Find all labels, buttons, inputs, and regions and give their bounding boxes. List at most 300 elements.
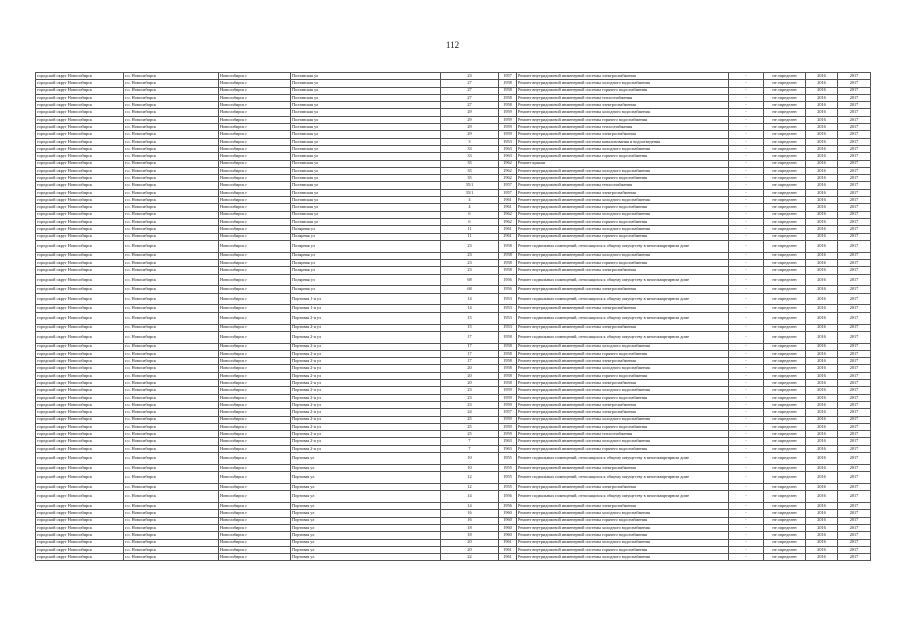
street-cell: Полтавская ул xyxy=(291,94,441,101)
settlement-cell: г.о. Новосибирск xyxy=(124,138,219,145)
build-year-cell: 1958 xyxy=(499,267,517,274)
work-type-cell: Ремонт внутридомовой инженерной системы холодного водоснабжения xyxy=(517,80,729,87)
period-start-cell: 2016 xyxy=(806,131,838,138)
city-cell: Новосибирск г xyxy=(219,109,291,116)
table-row xyxy=(36,233,871,240)
street-cell: Полтавская ул xyxy=(291,73,441,80)
build-year-cell: 1962 xyxy=(499,167,517,174)
house-number-cell: 23 xyxy=(441,387,499,394)
period-end-cell: 2017 xyxy=(838,431,871,438)
city-cell: Новосибирск г xyxy=(219,453,291,465)
city-cell: Новосибирск г xyxy=(219,491,291,503)
dash-cell: - xyxy=(729,416,764,423)
table-row xyxy=(36,80,871,87)
street-cell: Портовая ул xyxy=(291,491,441,503)
house-number-cell: 7 xyxy=(441,438,499,445)
table-row xyxy=(36,145,871,152)
cost-cell: не определен xyxy=(764,524,806,531)
municipality-cell: городской округ Новосибирск xyxy=(36,259,124,266)
street-cell: Полтавская ул xyxy=(291,218,441,225)
period-start-cell: 2016 xyxy=(806,532,838,539)
settlement-cell: г.о. Новосибирск xyxy=(124,517,219,524)
settlement-cell: г.о. Новосибирск xyxy=(124,372,219,379)
table-row xyxy=(36,491,871,503)
settlement-cell: г.о. Новосибирск xyxy=(124,387,219,394)
build-year-cell: 1960 xyxy=(499,524,517,531)
table-row xyxy=(36,211,871,218)
city-cell: Новосибирск г xyxy=(219,252,291,259)
dash-cell: - xyxy=(729,503,764,510)
cost-cell: не определен xyxy=(764,116,806,123)
period-end-cell: 2017 xyxy=(838,145,871,152)
city-cell: Новосибирск г xyxy=(219,293,291,305)
build-year-cell: 1958 xyxy=(499,343,517,350)
table-row xyxy=(36,116,871,123)
cost-cell: не определен xyxy=(764,350,806,357)
period-end-cell: 2017 xyxy=(838,532,871,539)
build-year-cell: 1955 xyxy=(499,483,517,490)
house-number-cell: 20 xyxy=(441,380,499,387)
street-cell: Портовая ул xyxy=(291,472,441,484)
period-start-cell: 2016 xyxy=(806,286,838,293)
period-end-cell: 2017 xyxy=(838,517,871,524)
city-cell: Новосибирск г xyxy=(219,324,291,331)
period-start-cell: 2016 xyxy=(806,94,838,101)
house-number-cell: 22 xyxy=(441,554,499,561)
dash-cell: - xyxy=(729,153,764,160)
table-row xyxy=(36,94,871,101)
work-type-cell: Ремонт подвальных помещений, относящихся к общему имуществу в многоквартирном доме xyxy=(517,491,729,503)
municipality-cell: городской округ Новосибирск xyxy=(36,175,124,182)
settlement-cell: г.о. Новосибирск xyxy=(124,259,219,266)
work-type-cell: Ремонт внутридомовой инженерной системы холодного водоснабжения xyxy=(517,109,729,116)
city-cell: Новосибирск г xyxy=(219,167,291,174)
period-start-cell: 2016 xyxy=(806,252,838,259)
city-cell: Новосибирск г xyxy=(219,387,291,394)
build-year-cell: 1961 xyxy=(499,546,517,553)
settlement-cell: г.о. Новосибирск xyxy=(124,274,219,286)
cost-cell: не определен xyxy=(764,331,806,343)
period-start-cell: 2016 xyxy=(806,305,838,312)
work-type-cell: Ремонт внутридомовой инженерной системы горячего водоснабжения xyxy=(517,233,729,240)
build-year-cell: 1959 xyxy=(499,387,517,394)
cost-cell: не определен xyxy=(764,401,806,408)
work-type-cell: Ремонт внутридомовой инженерной системы горячего водоснабжения xyxy=(517,350,729,357)
municipality-cell: городской округ Новосибирск xyxy=(36,401,124,408)
city-cell: Новосибирск г xyxy=(219,175,291,182)
settlement-cell: г.о. Новосибирск xyxy=(124,416,219,423)
table-row xyxy=(36,102,871,109)
period-start-cell: 2016 xyxy=(806,365,838,372)
municipality-cell: городской округ Новосибирск xyxy=(36,94,124,101)
period-start-cell: 2016 xyxy=(806,267,838,274)
build-year-cell: 1955 xyxy=(499,472,517,484)
cost-cell: не определен xyxy=(764,259,806,266)
dash-cell: - xyxy=(729,539,764,546)
street-cell: Полтавская ул xyxy=(291,80,441,87)
period-end-cell: 2017 xyxy=(838,387,871,394)
cost-cell: не определен xyxy=(764,445,806,452)
street-cell: Портовая 2-я ул xyxy=(291,380,441,387)
table-row xyxy=(36,197,871,204)
municipality-cell: городской округ Новосибирск xyxy=(36,387,124,394)
municipality-cell: городской округ Новосибирск xyxy=(36,80,124,87)
city-cell: Новосибирск г xyxy=(219,80,291,87)
period-end-cell: 2017 xyxy=(838,197,871,204)
city-cell: Новосибирск г xyxy=(219,409,291,416)
work-type-cell: Ремонт внутридомовой инженерной системы горячего водоснабжения xyxy=(517,116,729,123)
period-end-cell: 2017 xyxy=(838,233,871,240)
build-year-cell: 1955 xyxy=(499,464,517,471)
table-row xyxy=(36,380,871,387)
cost-cell: не определен xyxy=(764,546,806,553)
period-start-cell: 2016 xyxy=(806,218,838,225)
municipality-cell: городской округ Новосибирск xyxy=(36,160,124,167)
work-type-cell: Ремонт подвальных помещений, относящихся к общему имуществу в многоквартирном доме xyxy=(517,240,729,252)
build-year-cell: 1957 xyxy=(499,189,517,196)
municipality-cell: городской округ Новосибирск xyxy=(36,483,124,490)
dash-cell: - xyxy=(729,380,764,387)
house-number-cell: 12 xyxy=(441,472,499,484)
dash-cell: - xyxy=(729,80,764,87)
city-cell: Новосибирск г xyxy=(219,445,291,452)
table-row xyxy=(36,182,871,189)
street-cell: Полярная ул xyxy=(291,267,441,274)
street-cell: Портовая ул xyxy=(291,517,441,524)
house-number-cell: 14 xyxy=(441,491,499,503)
period-start-cell: 2016 xyxy=(806,387,838,394)
build-year-cell: 1958 xyxy=(499,331,517,343)
period-end-cell: 2017 xyxy=(838,160,871,167)
street-cell: Полтавская ул xyxy=(291,189,441,196)
house-number-cell: 23 xyxy=(441,401,499,408)
municipality-cell: городской округ Новосибирск xyxy=(36,240,124,252)
municipality-cell: городской округ Новосибирск xyxy=(36,416,124,423)
dash-cell: - xyxy=(729,94,764,101)
municipality-cell: городской округ Новосибирск xyxy=(36,167,124,174)
period-end-cell: 2017 xyxy=(838,87,871,94)
period-end-cell: 2017 xyxy=(838,358,871,365)
settlement-cell: г.о. Новосибирск xyxy=(124,472,219,484)
period-start-cell: 2016 xyxy=(806,546,838,553)
house-number-cell: 25 xyxy=(441,431,499,438)
period-end-cell: 2017 xyxy=(838,94,871,101)
cost-cell: не определен xyxy=(764,124,806,131)
city-cell: Новосибирск г xyxy=(219,211,291,218)
cost-cell: не определен xyxy=(764,453,806,465)
period-start-cell: 2016 xyxy=(806,491,838,503)
city-cell: Новосибирск г xyxy=(219,350,291,357)
dash-cell: - xyxy=(729,312,764,324)
settlement-cell: г.о. Новосибирск xyxy=(124,87,219,94)
street-cell: Полярная ул xyxy=(291,259,441,266)
period-start-cell: 2016 xyxy=(806,331,838,343)
period-end-cell: 2017 xyxy=(838,510,871,517)
cost-cell: не определен xyxy=(764,204,806,211)
dash-cell: - xyxy=(729,409,764,416)
period-end-cell: 2017 xyxy=(838,167,871,174)
settlement-cell: г.о. Новосибирск xyxy=(124,218,219,225)
period-start-cell: 2016 xyxy=(806,87,838,94)
cost-cell: не определен xyxy=(764,109,806,116)
build-year-cell: 1953 xyxy=(499,293,517,305)
city-cell: Новосибирск г xyxy=(219,102,291,109)
settlement-cell: г.о. Новосибирск xyxy=(124,464,219,471)
street-cell: Портовая 2-я ул xyxy=(291,401,441,408)
dash-cell: - xyxy=(729,343,764,350)
period-start-cell: 2016 xyxy=(806,453,838,465)
cost-cell: не определен xyxy=(764,189,806,196)
municipality-cell: городской округ Новосибирск xyxy=(36,517,124,524)
street-cell: Портовая ул xyxy=(291,554,441,561)
period-start-cell: 2016 xyxy=(806,102,838,109)
settlement-cell: г.о. Новосибирск xyxy=(124,445,219,452)
house-number-cell: 20 xyxy=(441,372,499,379)
street-cell: Полярная ул xyxy=(291,226,441,233)
settlement-cell: г.о. Новосибирск xyxy=(124,131,219,138)
house-number-cell: 29 xyxy=(441,131,499,138)
municipality-cell: городской округ Новосибирск xyxy=(36,267,124,274)
cost-cell: не определен xyxy=(764,358,806,365)
house-number-cell: 25 xyxy=(441,416,499,423)
period-end-cell: 2017 xyxy=(838,554,871,561)
house-number-cell: 27 xyxy=(441,102,499,109)
settlement-cell: г.о. Новосибирск xyxy=(124,503,219,510)
build-year-cell: 1961 xyxy=(499,539,517,546)
house-number-cell: 68 xyxy=(441,286,499,293)
period-start-cell: 2016 xyxy=(806,153,838,160)
work-type-cell: Ремонт внутридомовой инженерной системы холодного водоснабжения xyxy=(517,524,729,531)
dash-cell: - xyxy=(729,358,764,365)
period-end-cell: 2017 xyxy=(838,73,871,80)
dash-cell: - xyxy=(729,532,764,539)
municipality-cell: городской округ Новосибирск xyxy=(36,218,124,225)
work-type-cell: Ремонт внутридомовой инженерной системы горячего водоснабжения xyxy=(517,394,729,401)
dash-cell: - xyxy=(729,365,764,372)
build-year-cell: 1961 xyxy=(499,204,517,211)
dash-cell: - xyxy=(729,510,764,517)
dash-cell: - xyxy=(729,197,764,204)
municipality-cell: городской округ Новосибирск xyxy=(36,153,124,160)
period-start-cell: 2016 xyxy=(806,394,838,401)
table-row xyxy=(36,453,871,465)
settlement-cell: г.о. Новосибирск xyxy=(124,175,219,182)
city-cell: Новосибирск г xyxy=(219,312,291,324)
house-number-cell: 17 xyxy=(441,331,499,343)
dash-cell: - xyxy=(729,252,764,259)
settlement-cell: г.о. Новосибирск xyxy=(124,252,219,259)
municipality-cell: городской округ Новосибирск xyxy=(36,491,124,503)
settlement-cell: г.о. Новосибирск xyxy=(124,431,219,438)
work-type-cell: Ремонт внутридомовой инженерной системы электроснабжения xyxy=(517,189,729,196)
cost-cell: не определен xyxy=(764,274,806,286)
street-cell: Портовая ул xyxy=(291,510,441,517)
work-type-cell: Ремонт внутридомовой инженерной системы холодного водоснабжения xyxy=(517,438,729,445)
municipality-cell: городской округ Новосибирск xyxy=(36,102,124,109)
settlement-cell: г.о. Новосибирск xyxy=(124,182,219,189)
settlement-cell: г.о. Новосибирск xyxy=(124,358,219,365)
period-end-cell: 2017 xyxy=(838,472,871,484)
cost-cell: не определен xyxy=(764,175,806,182)
city-cell: Новосибирск г xyxy=(219,416,291,423)
table-row xyxy=(36,483,871,490)
cost-cell: не определен xyxy=(764,252,806,259)
period-end-cell: 2017 xyxy=(838,394,871,401)
street-cell: Портовая 2-я ул xyxy=(291,409,441,416)
street-cell: Полтавская ул xyxy=(291,131,441,138)
cost-cell: не определен xyxy=(764,167,806,174)
settlement-cell: г.о. Новосибирск xyxy=(124,211,219,218)
dash-cell: - xyxy=(729,211,764,218)
build-year-cell: 1963 xyxy=(499,445,517,452)
municipality-cell: городской округ Новосибирск xyxy=(36,510,124,517)
dash-cell: - xyxy=(729,401,764,408)
build-year-cell: 1961 xyxy=(499,233,517,240)
dash-cell: - xyxy=(729,267,764,274)
dash-cell: - xyxy=(729,73,764,80)
work-type-cell: Ремонт внутридомовой инженерной системы электроснабжения xyxy=(517,503,729,510)
cost-cell: не определен xyxy=(764,416,806,423)
municipality-cell: городской округ Новосибирск xyxy=(36,124,124,131)
street-cell: Портовая 2-я ул xyxy=(291,416,441,423)
house-number-cell: 33 xyxy=(441,153,499,160)
cost-cell: не определен xyxy=(764,145,806,152)
table-row xyxy=(36,517,871,524)
municipality-cell: городской округ Новосибирск xyxy=(36,252,124,259)
city-cell: Новосибирск г xyxy=(219,138,291,145)
work-type-cell: Ремонт внутридомовой инженерной системы холодного водоснабжения xyxy=(517,416,729,423)
dash-cell: - xyxy=(729,87,764,94)
period-start-cell: 2016 xyxy=(806,138,838,145)
settlement-cell: г.о. Новосибирск xyxy=(124,524,219,531)
period-end-cell: 2017 xyxy=(838,438,871,445)
table-row xyxy=(36,267,871,274)
city-cell: Новосибирск г xyxy=(219,372,291,379)
house-number-cell: 29 xyxy=(441,109,499,116)
dash-cell: - xyxy=(729,431,764,438)
municipality-cell: городской округ Новосибирск xyxy=(36,293,124,305)
period-start-cell: 2016 xyxy=(806,233,838,240)
cost-cell: не определен xyxy=(764,293,806,305)
work-type-cell: Ремонт внутридомовой инженерной системы горячего водоснабжения xyxy=(517,532,729,539)
settlement-cell: г.о. Новосибирск xyxy=(124,380,219,387)
house-number-cell: 16 xyxy=(441,510,499,517)
settlement-cell: г.о. Новосибирск xyxy=(124,226,219,233)
work-type-cell: Ремонт внутридомовой инженерной системы горячего водоснабжения xyxy=(517,153,729,160)
city-cell: Новосибирск г xyxy=(219,358,291,365)
dash-cell: - xyxy=(729,233,764,240)
dash-cell: - xyxy=(729,324,764,331)
house-number-cell: 15 xyxy=(441,312,499,324)
work-type-cell: Ремонт внутридомовой инженерной системы горячего водоснабжения xyxy=(517,87,729,94)
work-type-cell: Ремонт внутридомовой инженерной системы холодного водоснабжения xyxy=(517,167,729,174)
period-start-cell: 2016 xyxy=(806,182,838,189)
table-row xyxy=(36,503,871,510)
street-cell: Полтавская ул xyxy=(291,87,441,94)
house-number-cell: 33 xyxy=(441,145,499,152)
municipality-cell: городской округ Новосибирск xyxy=(36,358,124,365)
work-type-cell: Ремонт внутридомовой инженерной системы горячего водоснабжения xyxy=(517,546,729,553)
street-cell: Полярная ул xyxy=(291,274,441,286)
settlement-cell: г.о. Новосибирск xyxy=(124,365,219,372)
dash-cell: - xyxy=(729,116,764,123)
house-number-cell: 27 xyxy=(441,94,499,101)
period-start-cell: 2016 xyxy=(806,240,838,252)
municipality-cell: городской округ Новосибирск xyxy=(36,372,124,379)
table-row xyxy=(36,124,871,131)
dash-cell: - xyxy=(729,286,764,293)
table-row xyxy=(36,324,871,331)
capital-repair-register-table xyxy=(35,72,871,561)
municipality-cell: городской округ Новосибирск xyxy=(36,546,124,553)
city-cell: Новосибирск г xyxy=(219,305,291,312)
build-year-cell: 1963 xyxy=(499,145,517,152)
settlement-cell: г.о. Новосибирск xyxy=(124,532,219,539)
table-row xyxy=(36,175,871,182)
dash-cell: - xyxy=(729,218,764,225)
house-number-cell: 23 xyxy=(441,267,499,274)
cost-cell: не определен xyxy=(764,431,806,438)
municipality-cell: городской округ Новосибирск xyxy=(36,274,124,286)
settlement-cell: г.о. Новосибирск xyxy=(124,102,219,109)
build-year-cell: 1959 xyxy=(499,116,517,123)
period-start-cell: 2016 xyxy=(806,472,838,484)
dash-cell: - xyxy=(729,464,764,471)
house-number-cell: 27 xyxy=(441,87,499,94)
cost-cell: не определен xyxy=(764,131,806,138)
table-row xyxy=(36,387,871,394)
cost-cell: не определен xyxy=(764,343,806,350)
municipality-cell: городской округ Новосибирск xyxy=(36,464,124,471)
build-year-cell: 1963 xyxy=(499,153,517,160)
street-cell: Портовая ул xyxy=(291,464,441,471)
house-number-cell: 23 xyxy=(441,73,499,80)
house-number-cell: 23 xyxy=(441,240,499,252)
build-year-cell: 1958 xyxy=(499,365,517,372)
build-year-cell: 1953 xyxy=(499,324,517,331)
period-end-cell: 2017 xyxy=(838,80,871,87)
table-row xyxy=(36,554,871,561)
build-year-cell: 1959 xyxy=(499,394,517,401)
period-start-cell: 2016 xyxy=(806,204,838,211)
table-row xyxy=(36,423,871,430)
house-number-cell: 23 xyxy=(441,252,499,259)
city-cell: Новосибирск г xyxy=(219,87,291,94)
period-start-cell: 2016 xyxy=(806,160,838,167)
cost-cell: не определен xyxy=(764,94,806,101)
work-type-cell: Ремонт внутридомовой инженерной системы теплоснабжения xyxy=(517,182,729,189)
table-row xyxy=(36,259,871,266)
table-row xyxy=(36,160,871,167)
street-cell: Портовая 2-я ул xyxy=(291,431,441,438)
street-cell: Портовая 2-я ул xyxy=(291,387,441,394)
municipality-cell: городской округ Новосибирск xyxy=(36,182,124,189)
period-end-cell: 2017 xyxy=(838,453,871,465)
house-number-cell: 14 xyxy=(441,293,499,305)
period-start-cell: 2016 xyxy=(806,524,838,531)
settlement-cell: г.о. Новосибирск xyxy=(124,160,219,167)
work-type-cell: Ремонт подвальных помещений, относящихся к общему имуществу в многоквартирном доме xyxy=(517,472,729,484)
settlement-cell: г.о. Новосибирск xyxy=(124,204,219,211)
period-end-cell: 2017 xyxy=(838,305,871,312)
build-year-cell: 1962 xyxy=(499,160,517,167)
municipality-cell: городской округ Новосибирск xyxy=(36,423,124,430)
period-end-cell: 2017 xyxy=(838,218,871,225)
municipality-cell: городской округ Новосибирск xyxy=(36,324,124,331)
work-type-cell: Ремонт внутридомовой инженерной системы холодного водоснабжения xyxy=(517,145,729,152)
build-year-cell: 1962 xyxy=(499,175,517,182)
cost-cell: не определен xyxy=(764,491,806,503)
